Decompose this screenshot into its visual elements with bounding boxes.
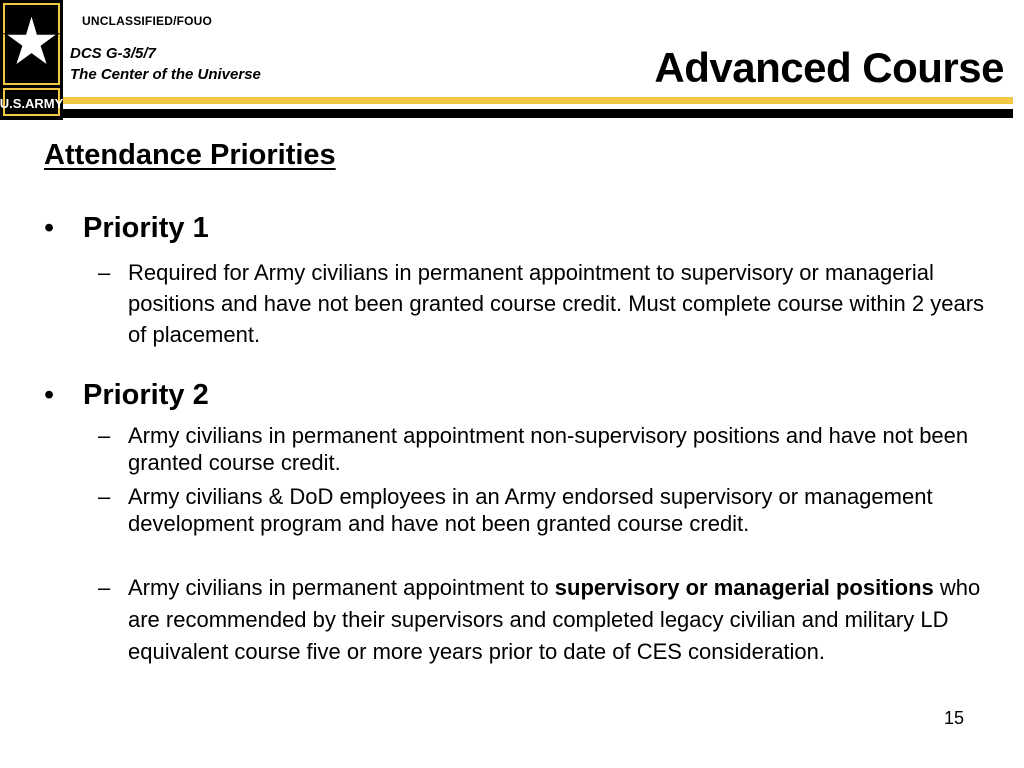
priority-1-heading xyxy=(44,212,209,245)
priority-2-item-2-text: Army civilians & DoD employees in an Army endorsed supervisory or management development program and have not been granted course credit. xyxy=(128,484,933,536)
bullet-icon: • xyxy=(44,212,55,244)
dash-marker: – xyxy=(98,423,111,448)
org-line-2: The Center of the Universe xyxy=(70,66,261,83)
priority-1-label: Priority 1 xyxy=(83,212,209,244)
page-number: 15 xyxy=(943,708,964,728)
us-army-logo xyxy=(0,0,63,120)
classification-label: UNCLASSIFIED/FOUO xyxy=(82,14,213,28)
header-black-rule xyxy=(63,109,1013,118)
organization-block xyxy=(70,43,261,85)
bullet-icon: • xyxy=(44,379,55,411)
slide-title: Advanced Course xyxy=(654,44,1004,91)
priority-2-item-3-text xyxy=(128,572,988,668)
item-3-text-bold: supervisory or managerial positions xyxy=(554,575,934,600)
priority-2-heading xyxy=(44,379,209,412)
org-line-1: DCS G-3/5/7 xyxy=(70,45,156,62)
item-3-text-pre: Army civilians in permanent appointment to xyxy=(128,575,555,600)
priority-2-label: Priority 2 xyxy=(83,379,209,411)
dash-marker: – xyxy=(98,484,111,509)
priority-2-item-2 xyxy=(98,483,988,537)
item-3-text-post: who are recommended by their supervisors and completed legacy civilian and military LD equivalent course five or more years prior to date of CES consideration. xyxy=(128,575,981,664)
dash-marker: – xyxy=(98,575,111,600)
priority-1-item-1 xyxy=(98,257,988,350)
priority-2-item-3 xyxy=(98,572,988,668)
priority-1-item-1-text: Required for Army civilians in permanent appointment to supervisory or managerial positions and have not been granted course credit. Must complete course within 2 years of placement. xyxy=(128,260,985,347)
dash-marker: – xyxy=(98,260,111,285)
logo-text: U.S.ARMY xyxy=(0,96,63,111)
header-gold-rule xyxy=(63,97,1013,104)
section-heading: Attendance Priorities xyxy=(44,139,336,171)
priority-2-item-1-text: Army civilians in permanent appointment non-supervisory positions and have not been granted course credit. xyxy=(128,423,969,475)
priority-2-item-1 xyxy=(98,422,988,476)
